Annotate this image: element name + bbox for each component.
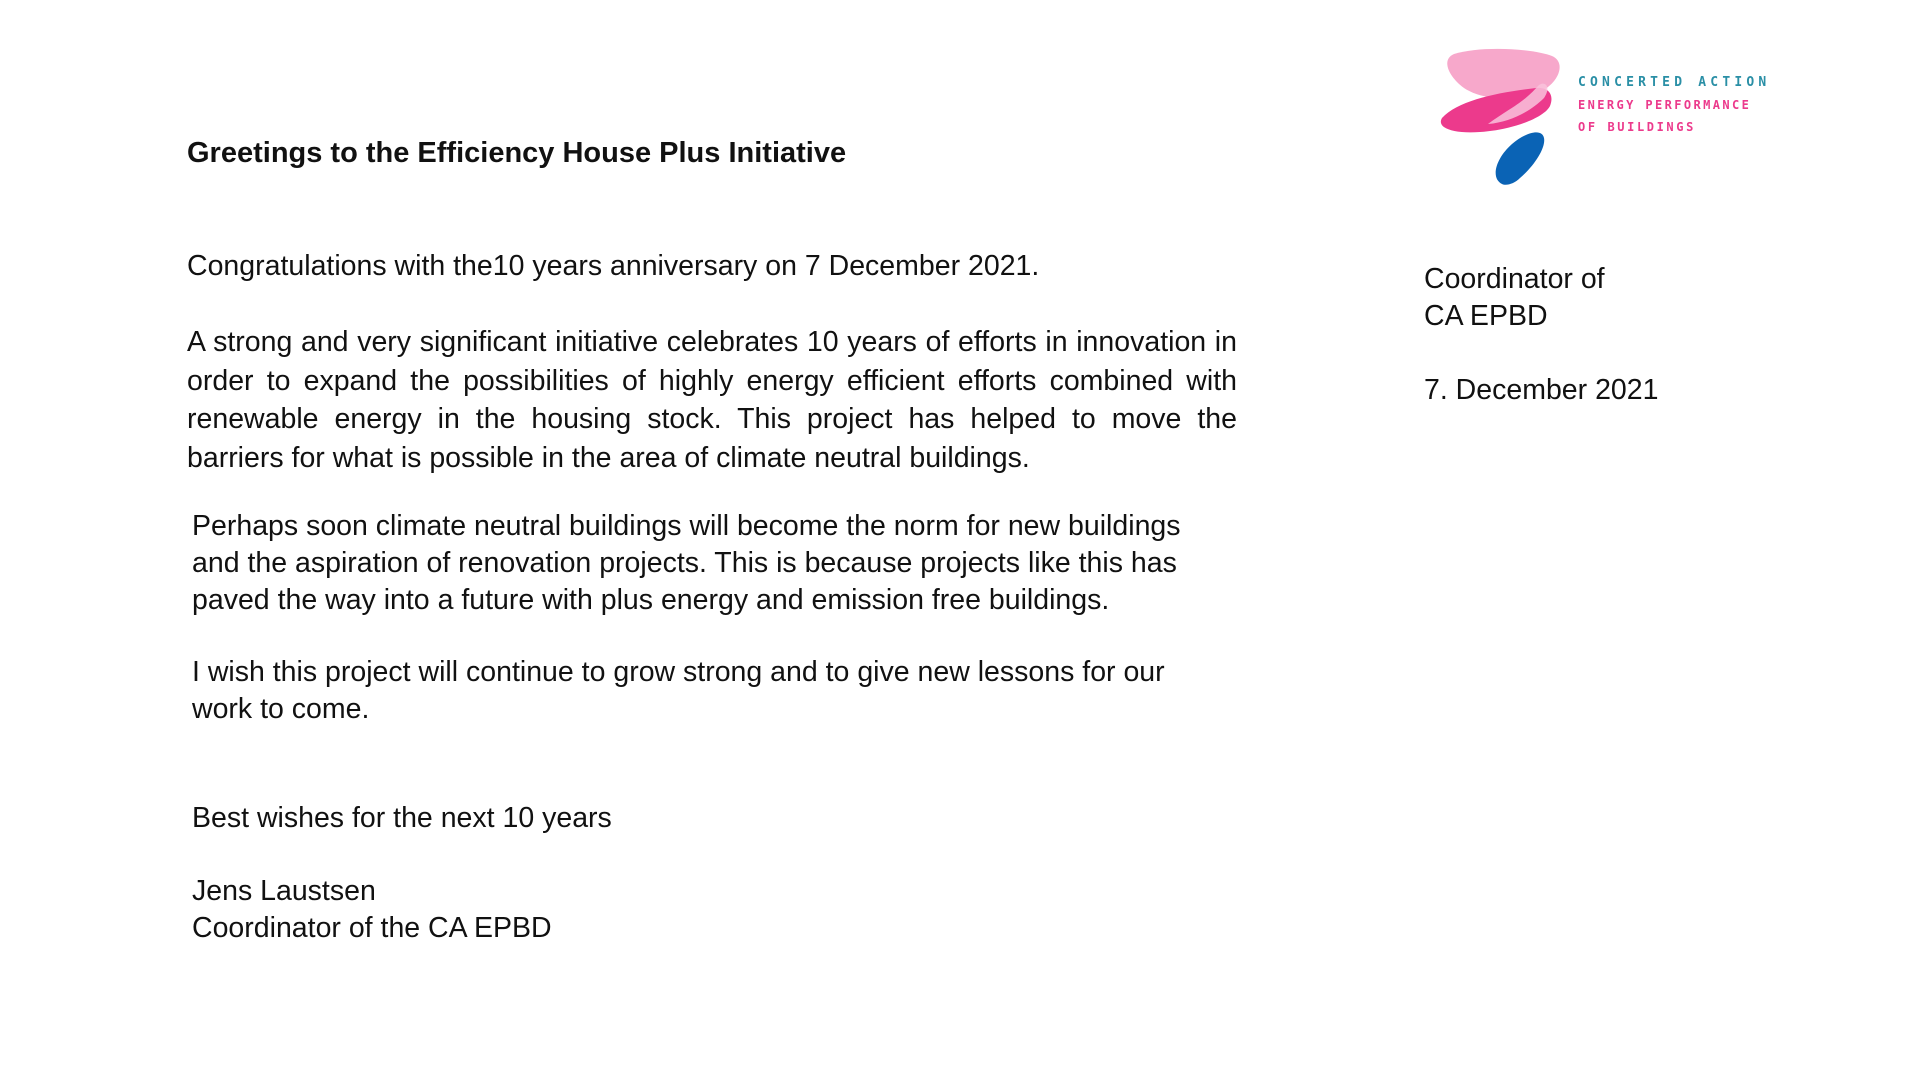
logo-mark <box>1441 49 1560 185</box>
logo-line1: CONCERTED ACTION <box>1578 75 1771 90</box>
signer-name: Jens Laustsen <box>192 875 376 907</box>
congratulations-paragraph: Congratulations with the10 years anniversary on 7 December 2021. <box>187 250 1040 282</box>
closing-line: Best wishes for the next 10 years <box>192 802 612 834</box>
signature-block <box>192 873 552 947</box>
logo-line2: ENERGY PERFORMANCE <box>1578 98 1752 112</box>
sender-role-line1: Coordinator of <box>1424 263 1605 295</box>
ca-epbd-logo <box>1440 48 1910 198</box>
initiative-paragraph: A strong and very significant initiative celebrates 10 years of efforts in innovation in order to expand the possibilities of highly energy efficient efforts combined with renewable energy in the housing stock. This project has helped to move the barriers for what is possible in the area of climate neutral buildings. <box>187 326 1237 474</box>
sender-role-line2: CA EPBD <box>1424 300 1548 332</box>
sender-role <box>1424 261 1605 335</box>
wish-paragraph: I wish this project will continue to grow strong and to give new lessons for our work to come. <box>192 656 1165 725</box>
signer-title: Coordinator of the CA EPBD <box>192 912 552 944</box>
letter-title: Greetings to the Efficiency House Plus Initiative <box>187 137 847 169</box>
future-paragraph: Perhaps soon climate neutral buildings will become the norm for new buildings and the aspiration of renovation projects. This is because projects like this has paved the way into a future with plus energy and emission free buildings. <box>192 510 1181 616</box>
logo-line3: OF BUILDINGS <box>1578 120 1696 134</box>
letter-date: 7. December 2021 <box>1424 374 1659 406</box>
